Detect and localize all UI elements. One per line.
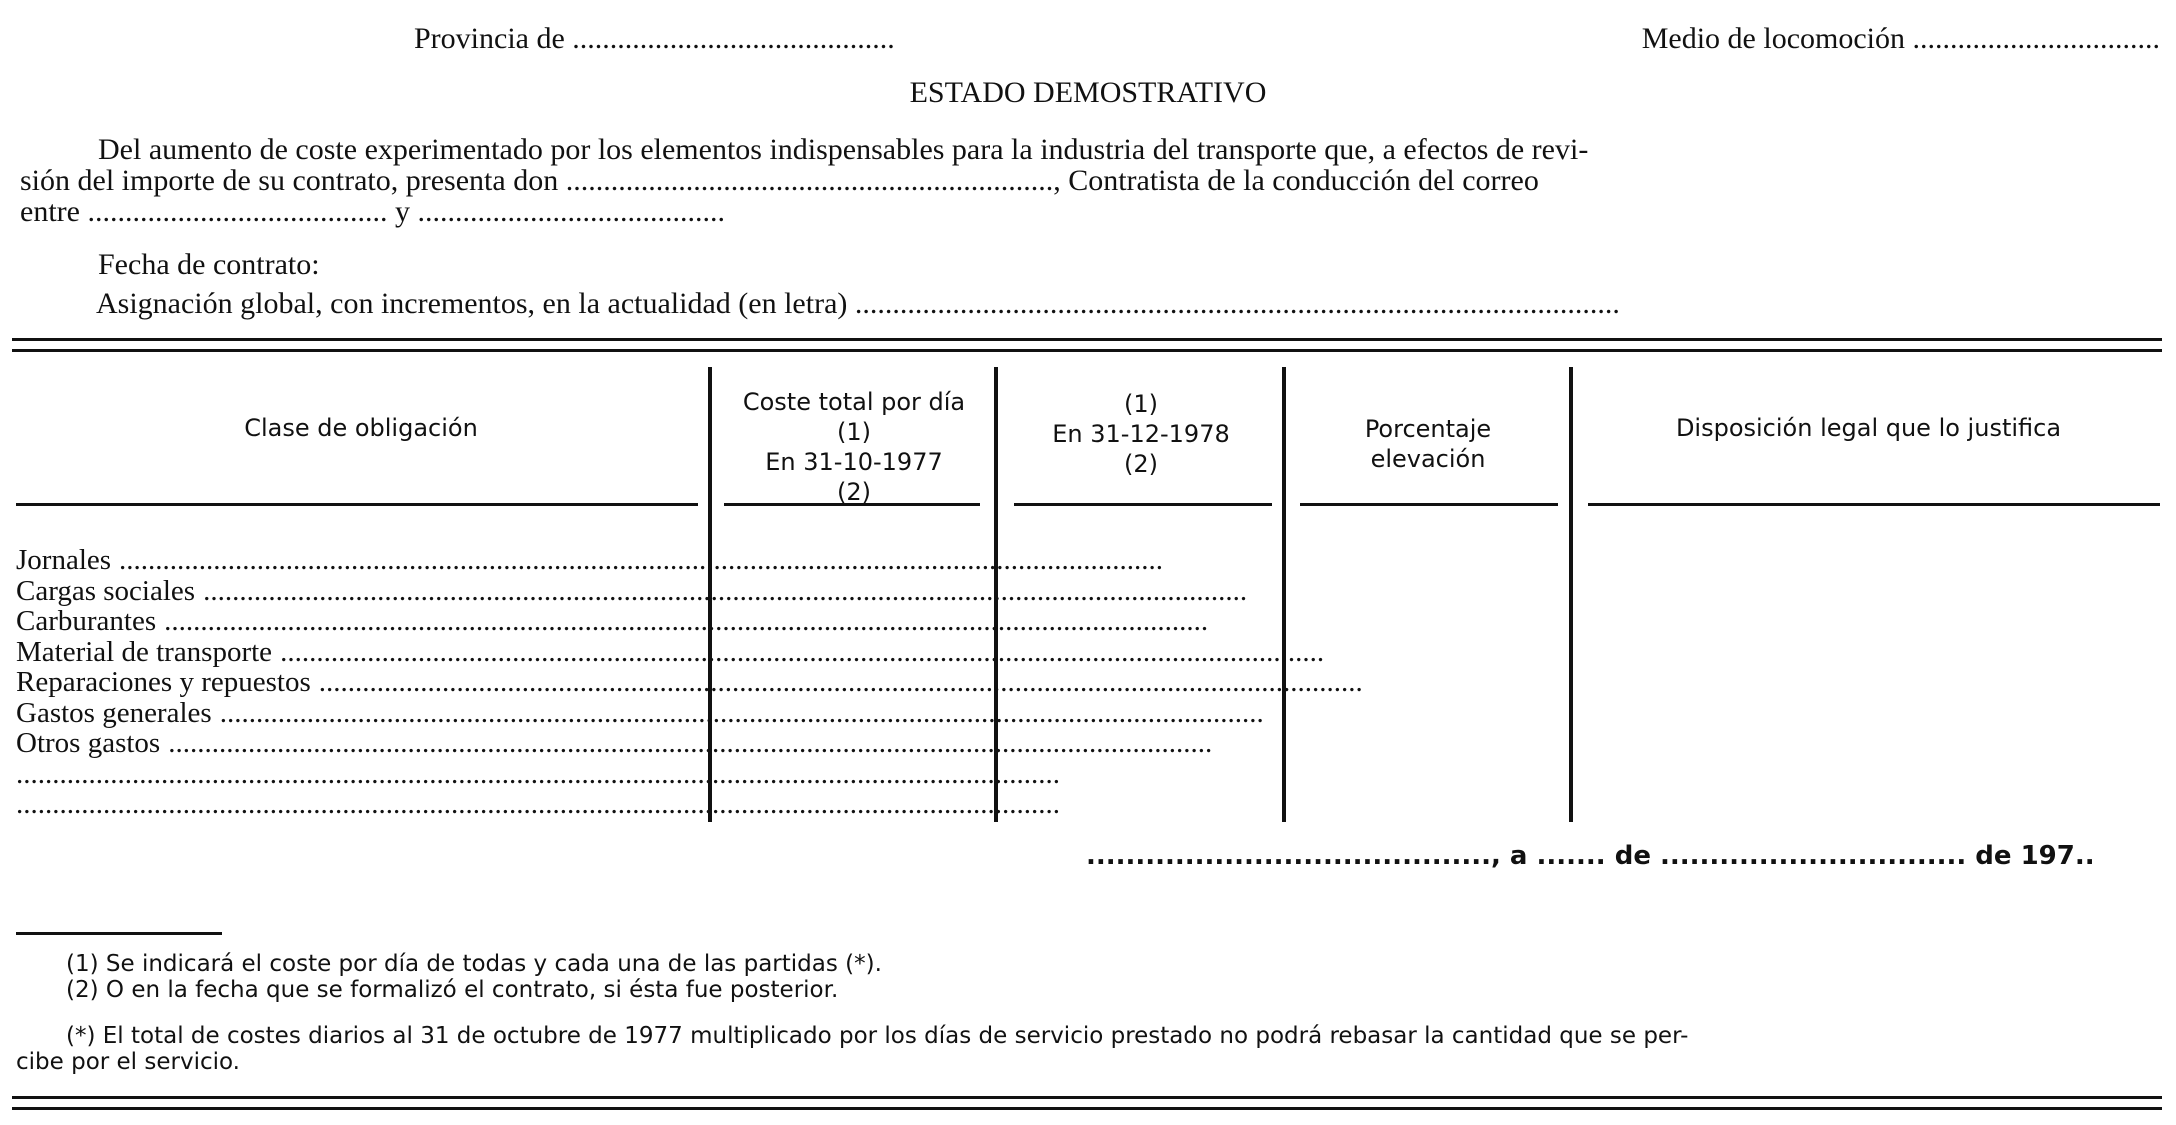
col-header-porcentaje bbox=[1288, 414, 1568, 474]
table-row bbox=[16, 605, 1209, 637]
column-divider-3 bbox=[1282, 367, 1286, 822]
table-row bbox=[16, 696, 1264, 729]
intro-line-2: sión del importe de su contrato, presenta don ................................................................., Contratista de la conducción del correo bbox=[20, 164, 1539, 197]
footnote-3-mark: (*) bbox=[66, 1023, 96, 1049]
table-top-rule-2 bbox=[12, 349, 2162, 352]
a-label: a bbox=[1509, 841, 1528, 871]
footnote-3-line1: El total de costes diarios al 31 de octubre de 1977 multiplicado por los días de servicio prestado no podrá rebasar la cantidad que se per- bbox=[102, 1023, 1689, 1049]
row-label: Carburantes bbox=[16, 605, 157, 637]
row-leader-dots: ................................................................................................................................................ bbox=[318, 666, 1363, 698]
col-header-coste-line1: Coste total por día bbox=[742, 388, 966, 416]
row-leader-dots: ................................................................................................................................................ bbox=[16, 757, 1060, 790]
table-row bbox=[16, 788, 1060, 820]
row-label: Jornales bbox=[16, 544, 112, 576]
col-header-disposicion bbox=[1575, 413, 2162, 443]
col-header-clase bbox=[16, 413, 706, 443]
row-label: Material de transporte bbox=[16, 635, 273, 668]
col-header-coste-line4: (2) bbox=[837, 478, 871, 506]
footnote-1 bbox=[66, 951, 882, 977]
footnote-2-text: O en la fecha que se formalizó el contrato, si ésta fue posterior. bbox=[105, 977, 839, 1003]
col-header-porcentaje-line2: elevación bbox=[1370, 445, 1486, 473]
month-dots: ............................... bbox=[1660, 841, 1967, 871]
provincia-dots: ........................................... bbox=[572, 22, 895, 55]
signature-date-line: ........................................., a ....... de ............................... de 197.. bbox=[1086, 841, 2095, 871]
row-leader-dots: ................................................................................................................................................ bbox=[203, 574, 1248, 607]
col-header-coste-1977 bbox=[714, 387, 994, 507]
row-label: Cargas sociales bbox=[16, 574, 196, 607]
medio-label: Medio de locomoción bbox=[1641, 22, 1905, 55]
column-divider-4 bbox=[1569, 367, 1573, 822]
intro-line-3: entre ........................................ y ......................................... bbox=[20, 195, 725, 228]
row-leader-dots: ................................................................................................................................................ bbox=[164, 605, 1209, 637]
year-label: de 197.. bbox=[1975, 841, 2095, 871]
place-dots: ......................................... bbox=[1086, 841, 1491, 871]
header-rule-col2 bbox=[724, 503, 980, 506]
footnote-2-mark: (2) bbox=[66, 977, 99, 1003]
row-label: Gastos generales bbox=[16, 696, 212, 729]
row-leader-dots: ................................................................................................................................................ bbox=[280, 635, 1325, 668]
footnote-3 bbox=[66, 1023, 1688, 1049]
row-label: Reparaciones y repuestos bbox=[16, 666, 311, 698]
table-row bbox=[16, 727, 1213, 759]
de-label: de bbox=[1614, 841, 1651, 871]
col-header-1978 bbox=[1000, 389, 1282, 479]
col-header-clase-text: Clase de obligación bbox=[244, 414, 478, 442]
col-header-coste-line2: (1) bbox=[837, 418, 871, 446]
bottom-rule-2 bbox=[12, 1107, 2162, 1110]
header-rule-col3 bbox=[1014, 503, 1272, 506]
footnote-1-text: Se indicará el coste por día de todas y cada una de las partidas (*). bbox=[105, 951, 882, 977]
table-row bbox=[16, 666, 1363, 698]
footnote-separator bbox=[16, 932, 222, 935]
table-row bbox=[16, 635, 1325, 668]
day-dots: ....... bbox=[1536, 841, 1606, 871]
row-leader-dots: ................................................................................................................................................ bbox=[16, 788, 1060, 820]
bottom-rule-1 bbox=[12, 1096, 2162, 1099]
row-leader-dots: ................................................................................................................................................ bbox=[119, 544, 1164, 576]
header-rule-col5 bbox=[1588, 503, 2160, 506]
row-label: Otros gastos bbox=[16, 727, 161, 759]
footnote-3-continuation: cibe por el servicio. bbox=[16, 1049, 240, 1075]
col-header-porcentaje-line1: Porcentaje bbox=[1364, 415, 1492, 443]
provincia-label: Provincia de bbox=[414, 22, 565, 55]
table-row bbox=[16, 544, 1164, 576]
fecha-contrato-label: Fecha de contrato: bbox=[98, 248, 320, 281]
row-leader-dots: ................................................................................................................................................ bbox=[168, 727, 1213, 759]
table-row bbox=[16, 757, 1060, 790]
header-rule-col4 bbox=[1300, 503, 1558, 506]
document-title: ESTADO DEMOSTRATIVO bbox=[909, 76, 1267, 109]
footnote-1-mark: (1) bbox=[66, 951, 99, 977]
medio-dots: ................................. bbox=[1912, 22, 2160, 55]
provincia-field bbox=[414, 24, 895, 54]
header-rule-col1 bbox=[16, 503, 698, 506]
col-header-disposicion-text: Disposición legal que lo justifica bbox=[1675, 414, 2062, 442]
footnote-2 bbox=[66, 977, 838, 1003]
col-header-1978-line2: En 31-12-1978 bbox=[1052, 420, 1230, 448]
col-header-coste-line3: En 31-10-1977 bbox=[765, 448, 943, 476]
table-row bbox=[16, 574, 1248, 607]
col-header-1978-line1: (1) bbox=[1124, 390, 1158, 418]
col-header-1978-line3: (2) bbox=[1124, 450, 1158, 478]
medio-field bbox=[1642, 24, 2160, 54]
intro-line-1: Del aumento de coste experimentado por los elementos indispensables para la industria del transporte que, a efectos de revi- bbox=[98, 133, 1589, 166]
table-top-rule-1 bbox=[12, 338, 2162, 341]
asignacion-global-line: Asignación global, con incrementos, en la actualidad (en letra) ...................................................................................................... bbox=[96, 287, 1620, 320]
row-leader-dots: ................................................................................................................................................ bbox=[219, 696, 1264, 729]
